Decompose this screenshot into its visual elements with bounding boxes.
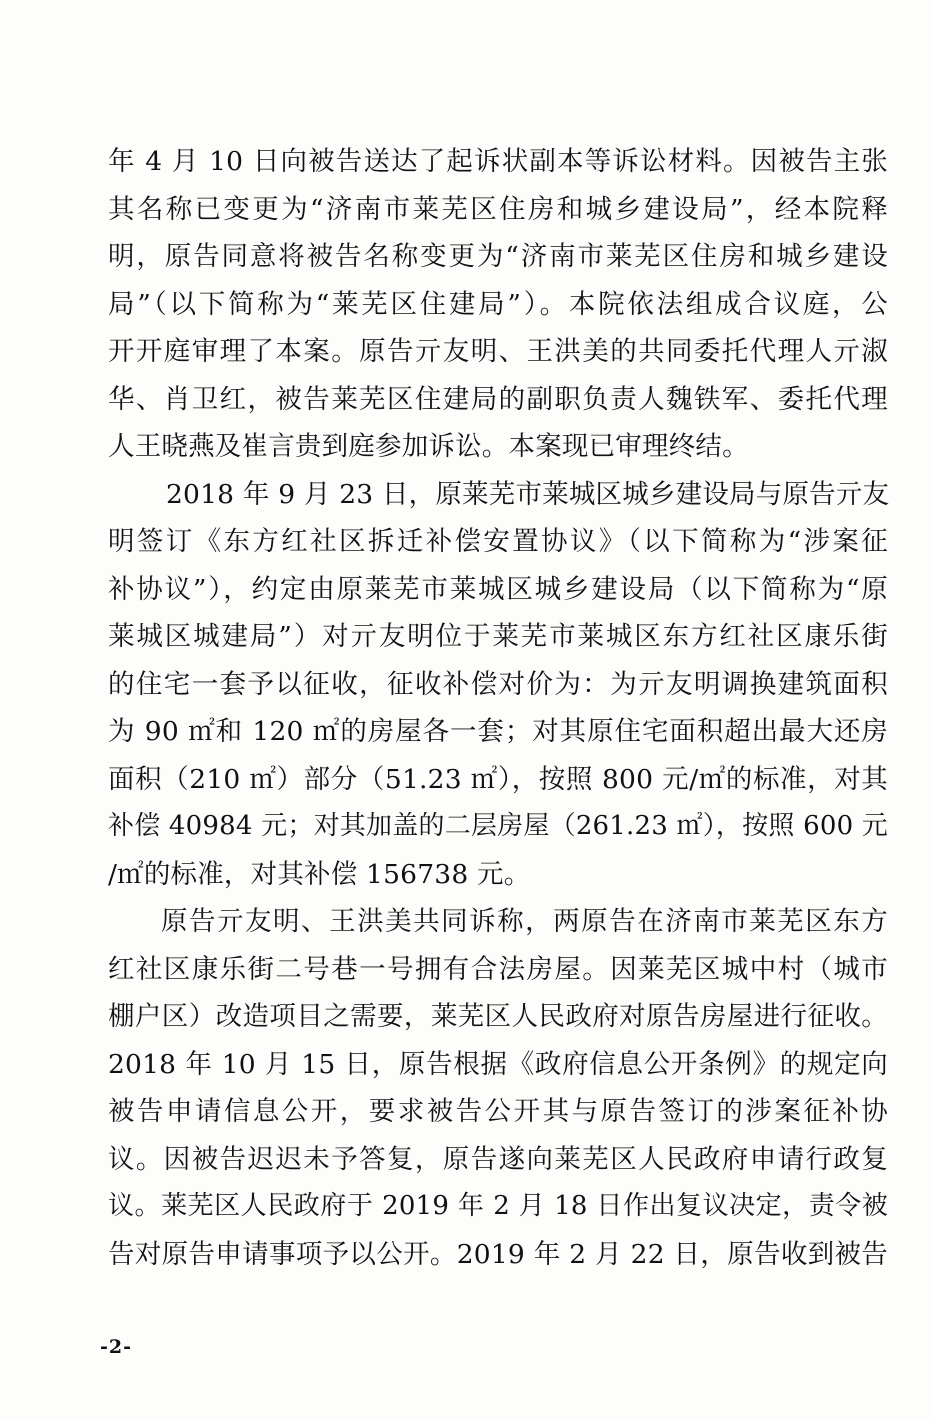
- text-line: 的住宅一套予以征收，征收补偿对价为：为亓友明调换建筑面积: [108, 668, 888, 700]
- text-line: 开开庭审理了本案。原告亓友明、王洪美的共同委托代理人亓淑: [108, 336, 888, 367]
- text-line: 其名称已变更为“济南市莱芜区住房和城乡建设局”，经本院释: [108, 193, 888, 225]
- document-body: [108, 138, 888, 1278]
- text-line: 莱城区城建局”）对亓友明位于莱芜市莱城区东方红社区康乐街: [108, 621, 888, 652]
- text-line: 议。莱芜区人民政府于 2019 年 2 月 18 日作出复议决定，责令被: [108, 1191, 888, 1221]
- text-line: /㎡的标准，对其补偿 156738 元。: [108, 858, 531, 890]
- text-line: 年 4 月 10 日向被告送达了起诉状副本等诉讼材料。因被告主张: [108, 146, 888, 177]
- text-line: 红社区康乐街二号巷一号拥有合法房屋。因莱芜区城中村（城市: [108, 953, 888, 985]
- text-line: 原告亓友明、王洪美共同诉称，两原告在济南市莱芜区东方: [161, 906, 888, 937]
- page-number: -2-: [100, 1336, 132, 1358]
- text-line: 人王晓燕及崔言贵到庭参加诉讼。本案现已审理终结。: [108, 431, 749, 462]
- text-line: 2018 年 9 月 23 日，原莱芜市莱城区城乡建设局与原告亓友: [166, 478, 890, 510]
- text-line: 明，原告同意将被告名称变更为“济南市莱芜区住房和城乡建设: [108, 241, 888, 272]
- text-line: 被告申请信息公开，要求被告公开其与原告签订的涉案征补协: [108, 1096, 888, 1127]
- text-line: 明签订《东方红社区拆迁补偿安置协议》（以下简称为“涉案征: [108, 526, 888, 557]
- text-line: 议。因被告迟迟未予答复，原告遂向莱芜区人民政府申请行政复: [108, 1143, 888, 1175]
- text-line: 华、肖卫红，被告莱芜区住建局的副职负责人魏铁军、委托代理: [108, 383, 888, 415]
- text-line: 为 90 ㎡和 120 ㎡的房屋各一套；对其原住宅面积超出最大还房: [108, 716, 888, 747]
- text-line: 2018 年 10 月 15 日，原告根据《政府信息公开条例》的规定向: [108, 1048, 888, 1080]
- text-line: 棚户区）改造项目之需要，莱芜区人民政府对原告房屋进行征收。: [108, 1001, 888, 1032]
- text-line: 面积（210 ㎡）部分（51.23 ㎡），按照 800 元/㎡的标准，对其: [108, 763, 888, 795]
- text-line: 补偿 40984 元；对其加盖的二层房屋（261.23 ㎡），按照 600 元: [108, 811, 888, 841]
- text-line: 补协议”），约定由原莱芜市莱城区城乡建设局（以下简称为“原: [108, 573, 888, 605]
- text-line: 告对原告申请事项予以公开。2019 年 2 月 22 日，原告收到被告: [108, 1238, 888, 1270]
- text-line: 局”（以下简称为“莱芜区住建局”）。本院依法组成合议庭，公: [108, 288, 888, 320]
